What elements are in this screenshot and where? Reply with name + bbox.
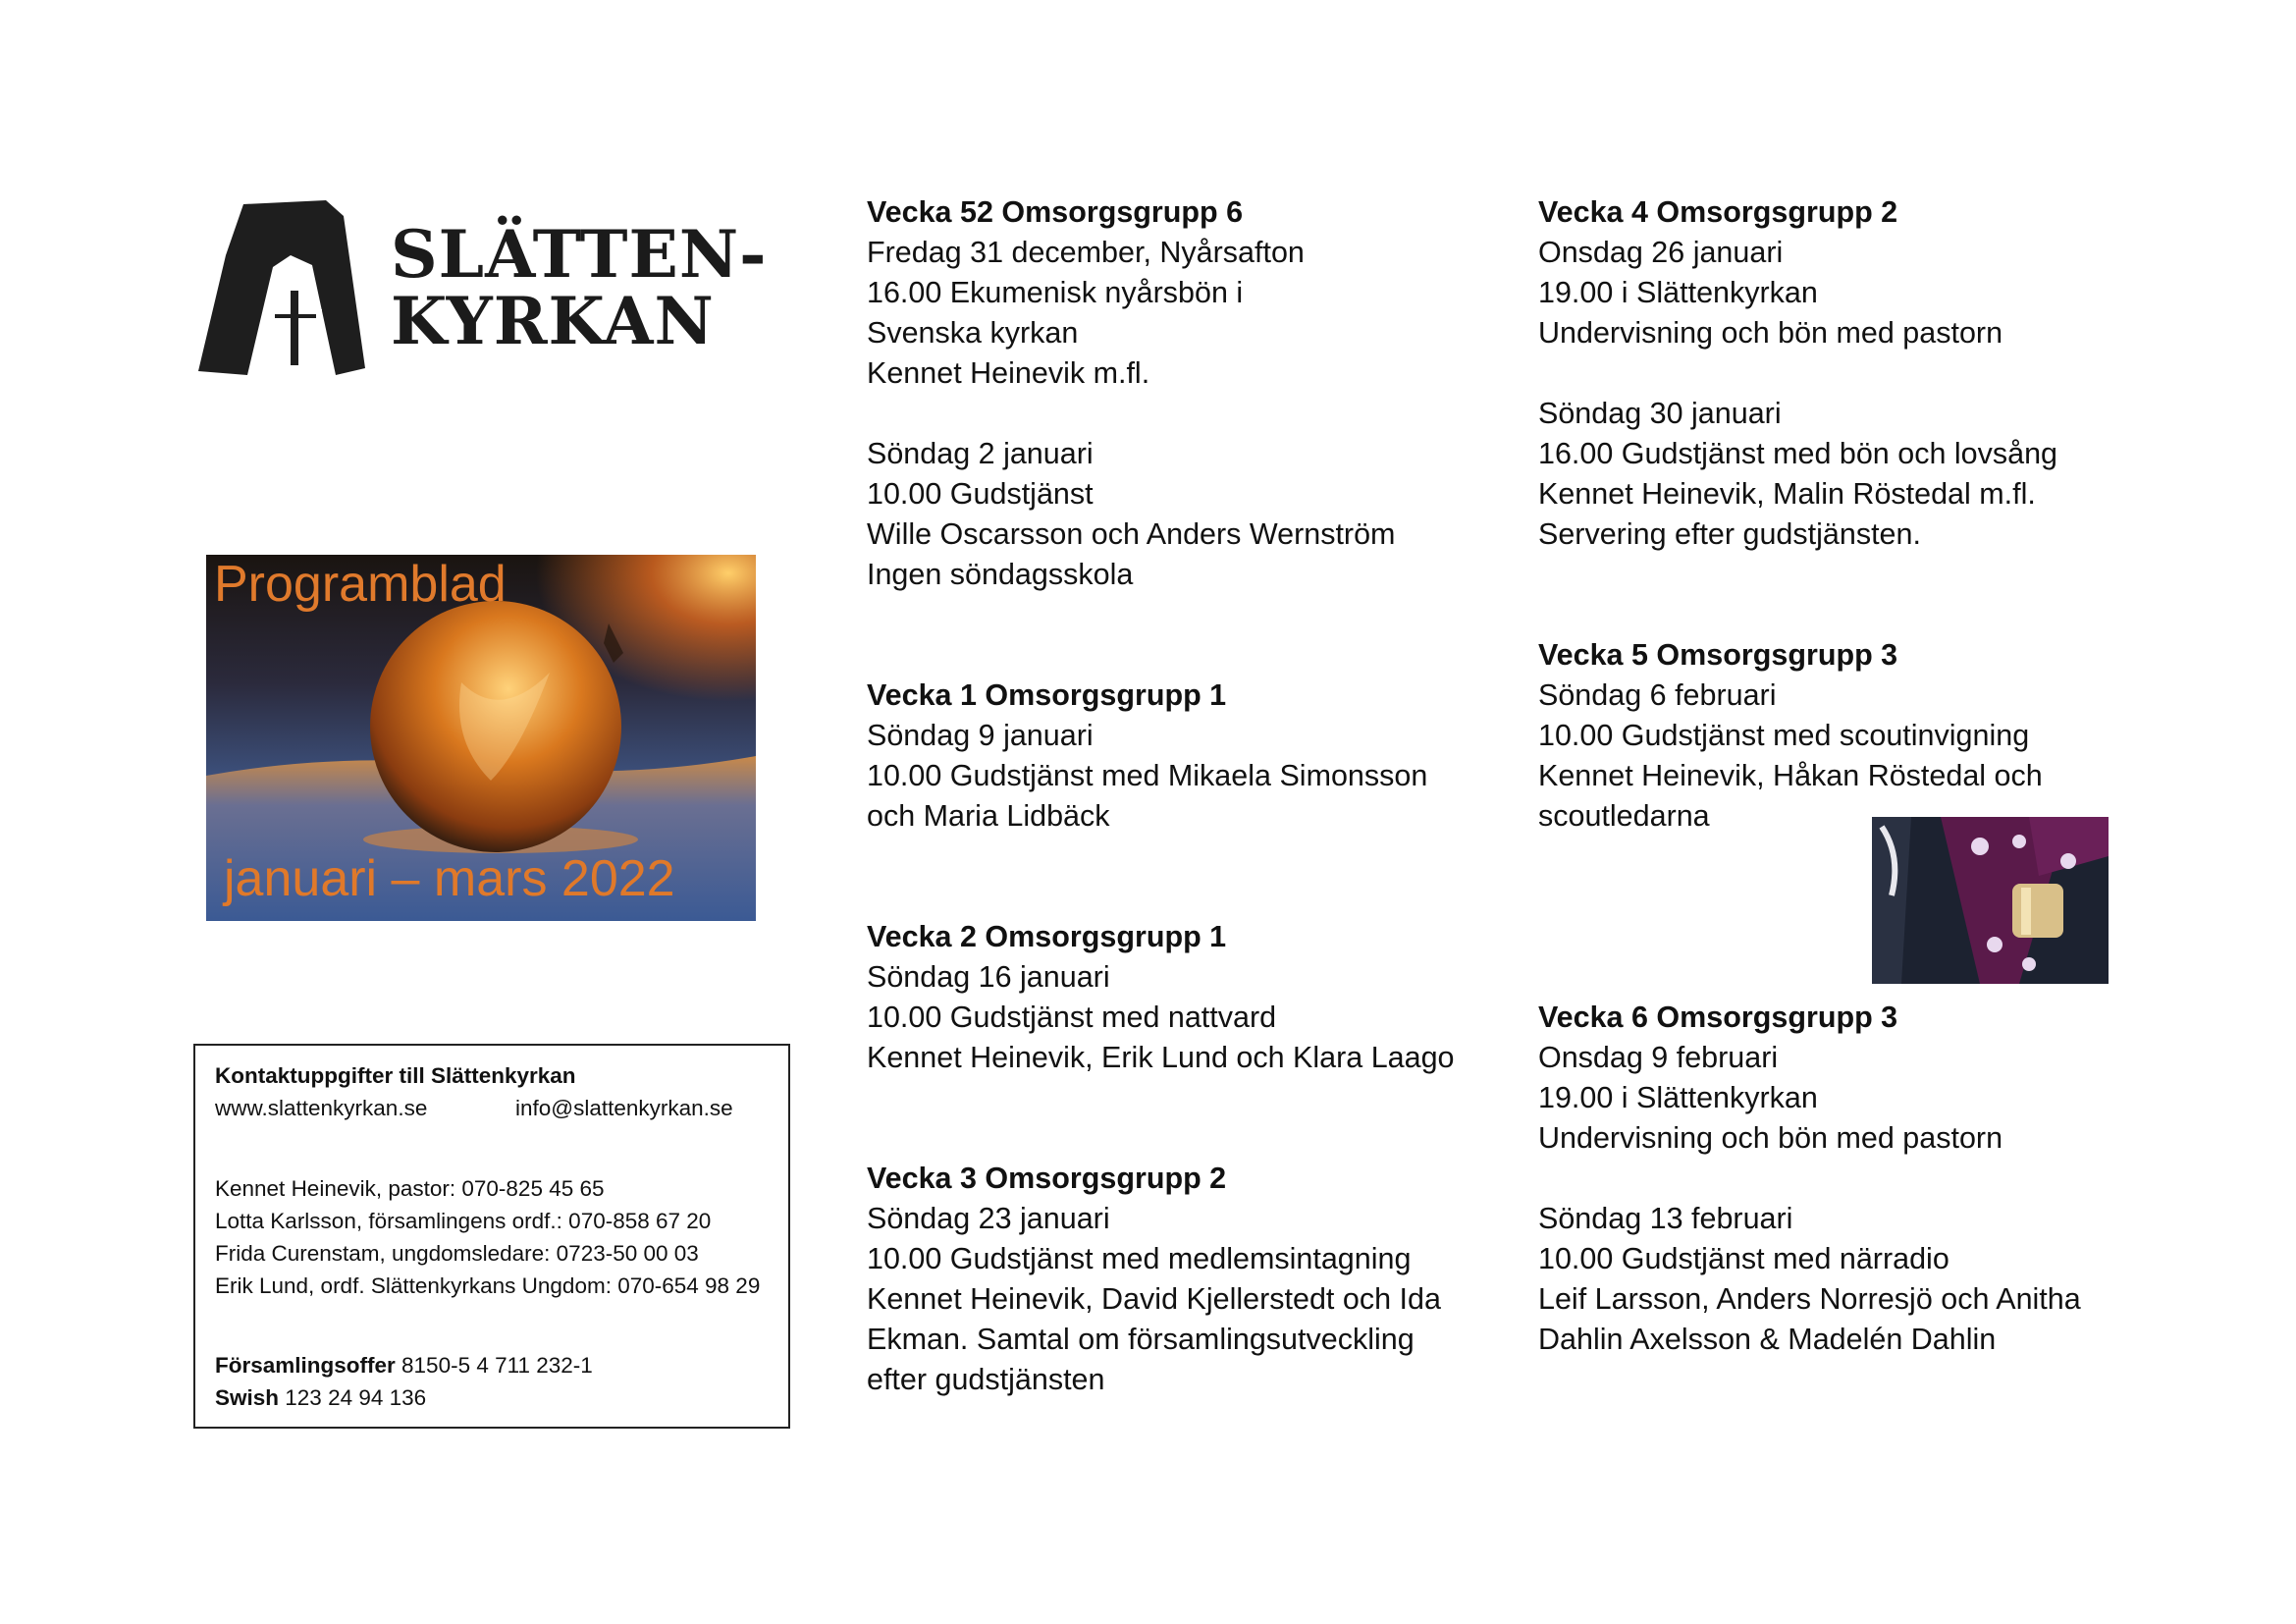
event-line: Dahlin Axelsson & Madelén Dahlin <box>1538 1323 1997 1356</box>
schedule-column-2 <box>1538 192 2081 1360</box>
event-line: och Maria Lidbäck <box>867 799 1110 833</box>
event-line: Söndag 13 februari <box>1538 1202 1793 1235</box>
contact-heading: Kontaktuppgifter till Slättenkyrkan <box>215 1063 576 1088</box>
contact-person: Frida Curenstam, ungdomsledare: 0723-50 00 03 <box>215 1241 699 1266</box>
spacer <box>215 1302 769 1349</box>
spacer <box>215 1124 769 1172</box>
swish-line <box>215 1381 769 1414</box>
event-line: 10.00 Gudstjänst med Mikaela Simonsson <box>867 759 1428 792</box>
week-heading: Vecka 6 Omsorgsgrupp 3 <box>1538 1001 1898 1034</box>
contact-person: Kennet Heinevik, pastor: 070-825 45 65 <box>215 1176 605 1201</box>
event-line: Undervisning och bön med pastorn <box>1538 1121 2003 1155</box>
event-line: Kennet Heinevik m.fl. <box>867 356 1150 390</box>
spacer <box>1538 1159 2081 1199</box>
event-line: 10.00 Gudstjänst med scoutinvigning <box>1538 719 2030 752</box>
cover-title: Programblad <box>214 556 507 613</box>
contact-website-link[interactable]: www.slattenkyrkan.se <box>215 1096 428 1120</box>
event-line: Kennet Heinevik, David Kjellerstedt och Ida <box>867 1282 1441 1316</box>
week-heading: Vecka 4 Omsorgsgrupp 2 <box>1538 195 1898 229</box>
scarf-woggle-picture <box>1872 817 2109 984</box>
contact-web-row <box>215 1092 769 1124</box>
event-line: Söndag 6 februari <box>1538 678 1777 712</box>
event-line: 16.00 Gudstjänst med bön och lovsång <box>1538 437 2058 470</box>
week-heading: Vecka 2 Omsorgsgrupp 1 <box>867 920 1227 953</box>
stone-arch-icon <box>196 196 383 383</box>
event-line: scoutledarna <box>1538 799 1710 833</box>
event-line: Söndag 2 januari <box>867 437 1094 470</box>
swish-label: Swish <box>215 1385 280 1410</box>
event-line: Söndag 9 januari <box>867 719 1094 752</box>
event-line: Onsdag 9 februari <box>1538 1041 1779 1074</box>
event-line: Wille Oscarsson och Anders Wernström <box>867 517 1396 551</box>
contact-email-link[interactable]: info@slattenkyrkan.se <box>515 1096 733 1120</box>
logo-line-2: KYRKAN <box>391 283 715 359</box>
event-line: Leif Larsson, Anders Norresjö och Anitha <box>1538 1282 2081 1316</box>
event-line: Servering efter gudstjänsten. <box>1538 517 1921 551</box>
event-line: 19.00 i Slättenkyrkan <box>1538 276 1818 309</box>
spacer <box>867 837 1455 917</box>
event-line: Söndag 23 januari <box>867 1202 1110 1235</box>
event-line: Söndag 16 januari <box>867 960 1110 994</box>
event-line: Fredag 31 december, Nyårsafton <box>867 236 1305 269</box>
event-line: Svenska kyrkan <box>867 316 1079 350</box>
event-line: 10.00 Gudstjänst <box>867 477 1094 511</box>
spacer <box>867 394 1455 434</box>
week-heading: Vecka 3 Omsorgsgrupp 2 <box>867 1162 1227 1195</box>
event-line: Ingen söndagsskola <box>867 558 1134 591</box>
cover-image <box>206 555 756 921</box>
spacer <box>867 1078 1455 1159</box>
contact-person: Lotta Karlsson, församlingens ordf.: 070-858 67 20 <box>215 1209 712 1233</box>
event-line: Onsdag 26 januari <box>1538 236 1784 269</box>
logo-wordmark <box>391 216 768 359</box>
offer-label: Församlingsoffer <box>215 1353 396 1378</box>
schedule-column-1 <box>867 192 1455 1400</box>
event-line: Kennet Heinevik, Håkan Röstedal och <box>1538 759 2043 792</box>
contact-person: Erik Lund, ordf. Slättenkyrkans Ungdom: 070-654 98 29 <box>215 1273 761 1298</box>
scout-scarf-photo <box>1872 817 2109 984</box>
event-line: Söndag 30 januari <box>1538 397 1782 430</box>
offer-value: 8150-5 4 711 232-1 <box>395 1353 593 1378</box>
logo-line-1: SLÄTTEN- <box>391 216 768 293</box>
event-line: 16.00 Ekumenisk nyårsbön i <box>867 276 1244 309</box>
week-heading: Vecka 52 Omsorgsgrupp 6 <box>867 195 1244 229</box>
spacer <box>1538 353 2081 394</box>
offer-line <box>215 1349 769 1381</box>
event-line: Ekman. Samtal om församlingsutveckling <box>867 1323 1415 1356</box>
spacer <box>1538 555 2081 635</box>
week-heading: Vecka 1 Omsorgsgrupp 1 <box>867 678 1227 712</box>
event-line: Kennet Heinevik, Erik Lund och Klara Laago <box>867 1041 1455 1074</box>
event-line: Undervisning och bön med pastorn <box>1538 316 2003 350</box>
church-logo <box>196 196 766 383</box>
event-line: Kennet Heinevik, Malin Röstedal m.fl. <box>1538 477 2036 511</box>
spacer <box>867 595 1455 676</box>
swish-value: 123 24 94 136 <box>279 1385 427 1410</box>
event-line: 10.00 Gudstjänst med nattvard <box>867 1001 1277 1034</box>
event-line: 10.00 Gudstjänst med medlemsintagning <box>867 1242 1412 1275</box>
week-heading: Vecka 5 Omsorgsgrupp 3 <box>1538 638 1898 672</box>
cover-dates: januari – mars 2022 <box>224 850 675 907</box>
event-line: 19.00 i Slättenkyrkan <box>1538 1081 1818 1114</box>
contact-box <box>193 1044 790 1429</box>
event-line: efter gudstjänsten <box>867 1363 1105 1396</box>
event-line: 10.00 Gudstjänst med närradio <box>1538 1242 1949 1275</box>
